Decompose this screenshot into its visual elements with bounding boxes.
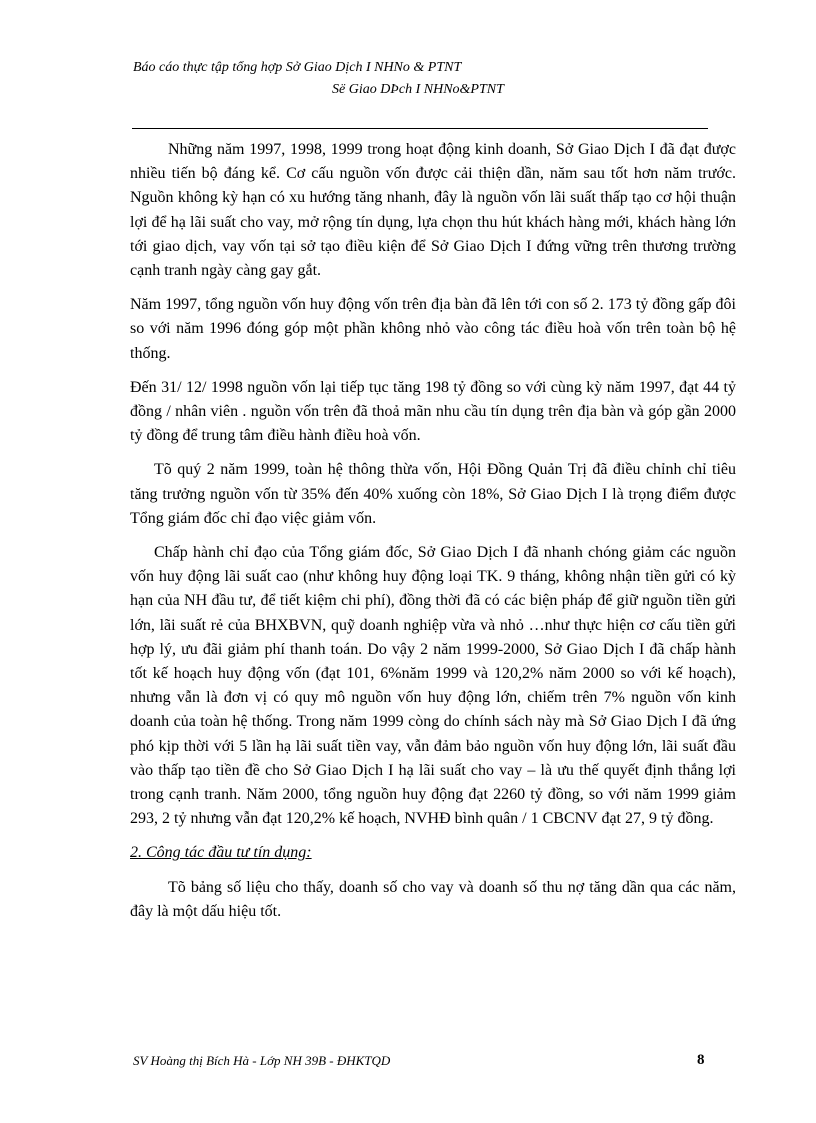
- paragraph: Tõ quý 2 năm 1999, toàn hệ thông thừa vốn, Hội Đồng Quản Trị đã điều chỉnh chỉ tiêu tăng trưởng nguồn vốn từ 35% đến 40% xuống còn 18%, Sở Giao Dịch I là trọng điểm được Tổng giám đốc chỉ đạo việc giảm vốn.: [130, 461, 736, 527]
- paragraph: Tõ bảng số liệu cho thấy, doanh số cho vay và doanh số thu nợ tăng dần qua các năm, đây là một dấu hiệu tốt.: [130, 878, 736, 920]
- paragraph: Chấp hành chỉ đạo của Tổng giám đốc, Sở Giao Dịch I đã nhanh chóng giảm các nguồn vốn huy động lãi suất cao (như không huy động loại TK. 9 tháng, không nhận tiền gửi có kỳ hạn của NH đầu tư, để tiết kiệm chi phí), đồng thời đã có các biện pháp để giữ nguồn tiền gửi lớn, lãi suất rẻ của BHXBVN, quỹ doanh nghiệp vừa và nhỏ …như thực hiện cơ cấu tiền gửi hợp lý, ưu đãi giảm phí thanh toán. Do vậy 2 năm 1999-2000, Sở Giao Dịch I đã chấp hành tốt kế hoạch huy động vốn (đạt 101, 6%năm 1999 và 120,2% năm 2000 so với kế hoạch), nhưng vẫn là đơn vị có quy mô nguồn vốn huy động lớn, chiếm trên 7% nguồn vốn kinh doanh của toàn hệ thống. Trong năm 1999 còng do chính sách này mà Sở Giao Dịch I đã ứng phó kịp thời với 5 lần hạ lãi suất tiền vay, vẫn đảm bảo nguồn vốn huy động lớn, lãi suất đầu vào thấp tạo tiền đề cho Sở Giao Dịch I hạ lãi suất cho vay – là ưu thế quyết định thắng lợi trong cạnh tranh. Năm 2000, tổng nguồn huy động đạt 2260 tỷ đồng, so với năm 1999 giảm 293, 2 tỷ nhưng vẫn đạt 120,2% kế hoạch, NVHĐ bình quân / 1 CBCNV đạt 27, 9 tỷ đồng.: [130, 544, 736, 828]
- running-header-subtitle: Së Giao DÞch I NHNo&PTNT: [332, 82, 504, 97]
- header-divider: [132, 128, 708, 129]
- document-body: [130, 138, 736, 934]
- paragraph: Những năm 1997, 1998, 1999 trong hoạt động kinh doanh, Sở Giao Dịch I đã đạt được nhiều tiến bộ đáng kể. Cơ cấu nguồn vốn được cải thiện dần, năm sau tốt hơn năm trước. Nguồn không kỳ hạn có xu hướng tăng nhanh, đây là nguồn vốn lãi suất thấp tạo cơ hội thuận lợi để hạ lãi suất cho vay, mở rộng tín dụng, lựa chọn thu hút khách hàng mới, khách hàng lớn tới giao dịch, vay vốn tại sở tạo điều kiện để Sở Giao Dịch I đứng vững trên thương trường cạnh tranh ngày càng gay gắt.: [130, 141, 736, 280]
- paragraph: Năm 1997, tổng nguồn vốn huy động vốn trên địa bàn đã lên tới con số 2. 173 tỷ đồng gấp đôi so với năm 1996 đóng góp một phần không nhỏ vào công tác điều hoà vốn trên toàn bộ hệ thống.: [130, 296, 736, 362]
- section-heading: 2. Công tác đầu tư tín dụng:: [130, 844, 312, 862]
- paragraph: Đến 31/ 12/ 1998 nguồn vốn lại tiếp tục tăng 198 tỷ đồng so với cùng kỳ năm 1997, đạt 44 tỷ đồng / nhân viên . nguồn vốn trên đã thoả mãn nhu cầu tín dụng trên địa bàn và góp gần 2000 tỷ đồng để trung tâm điều hành điều hoà vốn.: [130, 378, 736, 445]
- page-number: 8: [697, 1052, 705, 1068]
- footer-author: SV Hoàng thị Bích Hà - Lớp NH 39B - ĐHKTQD: [133, 1053, 391, 1068]
- running-header-title: Báo cáo thực tập tổng hợp Sở Giao Dịch I NHNo & PTNT: [133, 60, 462, 75]
